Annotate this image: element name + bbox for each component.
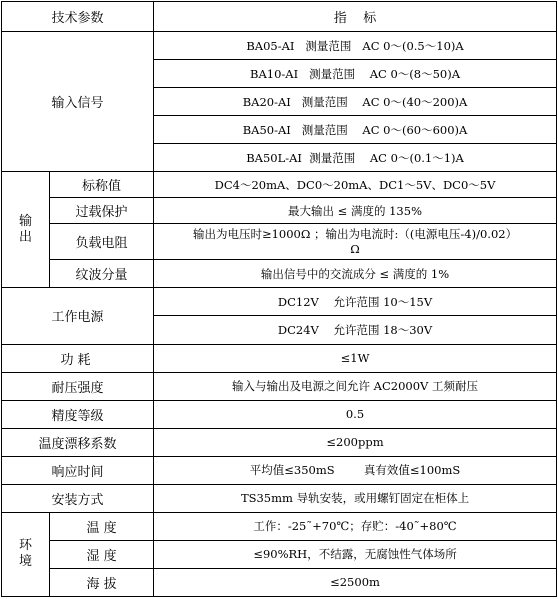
rated-value-label: 标称值: [50, 172, 154, 198]
header-param: 技术参数: [2, 2, 154, 32]
drift-label: 温度漂移系数: [2, 428, 154, 456]
accuracy-value: 0.5: [154, 400, 557, 428]
input-range-ba50: BA50-AI 测量范围 AC 0～(60～600)A: [154, 116, 557, 144]
load-resistance-line2: Ω: [350, 241, 360, 256]
consumption-label: 功耗: [2, 344, 154, 372]
temperature-label: 温 度: [50, 512, 154, 540]
load-resistance-label: 负载电阻: [50, 224, 154, 260]
overload-value: 最大输出 ≤ 满度的 135%: [154, 198, 557, 224]
consumption-row: [2, 344, 557, 372]
overload-label: 过载保护: [50, 198, 154, 224]
header-spec: 指 标: [154, 2, 557, 32]
header-row: [2, 2, 557, 32]
environment-row: [2, 540, 557, 568]
input-signal-label: 输入信号: [2, 32, 154, 172]
power-supply-label: 工作电源: [2, 288, 154, 344]
consumption-value: ≤1W: [154, 344, 557, 372]
power-row: [2, 288, 557, 316]
environment-label-top: 环: [18, 538, 32, 554]
install-row: [2, 484, 557, 512]
accuracy-row: [2, 400, 557, 428]
drift-row: [2, 428, 557, 456]
input-range-ba20: BA20-AI 测量范围 AC 0～(40～200)A: [154, 88, 557, 116]
install-label: 安装方式: [2, 484, 154, 512]
withstand-label: 耐压强度: [2, 372, 154, 400]
output-label-top: 输: [18, 213, 32, 229]
rated-value: DC4～20mA、DC0～20mA、DC1～5V、DC0～5V: [154, 172, 557, 198]
humidity-label: 湿 度: [50, 540, 154, 568]
accuracy-label: 精度等级: [2, 400, 154, 428]
load-resistance-value: [154, 224, 557, 260]
altitude-value: ≤2500m: [154, 568, 557, 596]
output-group-label: [2, 172, 50, 288]
power-option-dc24: DC24V 允许范围 18～30V: [154, 316, 557, 344]
ripple-label: 纹波分量: [50, 260, 154, 288]
withstand-row: [2, 372, 557, 400]
response-value: 平均值≤350mS 真有效值≤100mS: [154, 456, 557, 484]
environment-row: [2, 568, 557, 596]
input-range-ba05: BA05-AI 测量范围 AC 0～(0.5～10)A: [154, 32, 557, 60]
response-label: 响应时间: [2, 456, 154, 484]
load-resistance-line1: 输出为电压时≥1000Ω ；输出为电流时:（(电源电压-4)/0.02）: [192, 226, 518, 241]
environment-group-label: [2, 512, 50, 596]
drift-value: ≤200ppm: [154, 428, 557, 456]
humidity-value: ≤90%RH，不结露，无腐蚀性气体场所: [154, 540, 557, 568]
output-row: [2, 260, 557, 288]
power-option-dc12: DC12V 允许范围 10～15V: [154, 288, 557, 316]
environment-row: [2, 512, 557, 540]
temperature-value: 工作：-25˜+70℃；存贮：-40˜+80℃: [154, 512, 557, 540]
environment-label-bottom: 境: [18, 554, 32, 570]
input-range-ba50l: BA50L-AI 测量范围 AC 0～(0.1～1)A: [154, 144, 557, 172]
output-label-bottom: 出: [18, 229, 32, 245]
input-range-ba10: BA10-AI 测量范围 AC 0～(8～50)A: [154, 60, 557, 88]
ripple-value: 输出信号中的交流成分 ≤ 满度的 1%: [154, 260, 557, 288]
altitude-label: 海 拔: [50, 568, 154, 596]
install-value: TS35mm 导轨安装，或用螺钉固定在柜体上: [154, 484, 557, 512]
input-row: [2, 32, 557, 60]
output-row: [2, 224, 557, 260]
output-row: [2, 198, 557, 224]
output-row: [2, 172, 557, 198]
spec-table: [1, 1, 557, 597]
withstand-value: 输入与输出及电源之间允许 AC2000V 工频耐压: [154, 372, 557, 400]
response-row: [2, 456, 557, 484]
